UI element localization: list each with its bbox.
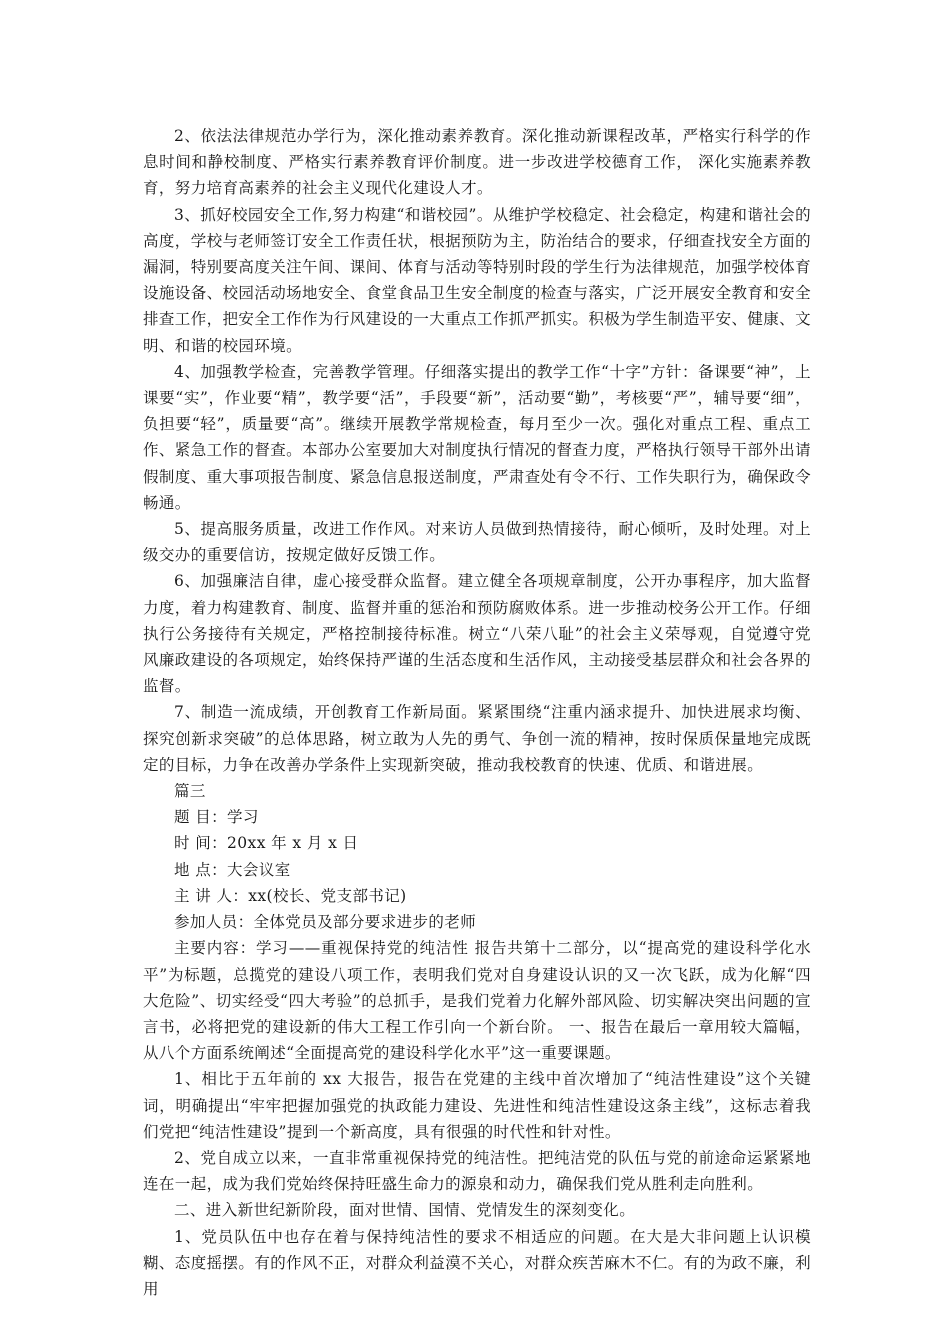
- paragraph-item-4: 4、加强教学检查，完善教学管理。仔细落实提出的教学工作“十字”方针：备课要“神”，上课要“实”，作业要“精”，教学要“活”，手段要“新”，活动要“勤”，考核要“严”，辅导要“细”，负担要“轻”，质量要“高”。继续开展教学常规检查，每月至少一次。强化对重点工程、重点工作、紧急工作的督查。本部办公室要加大对制度执行情况的督查力度，严格执行领导干部外出请假制度、重大事项报告制度、紧急信息报送制度，严肃查处有令不行、工作失职行为，确保政令畅通。: [143, 362, 811, 512]
- meeting-attendees: 参加人员：全体党员及部分要求进步的老师: [174, 913, 477, 932]
- meeting-speaker: 主 讲 人：xx(校长、党支部书记): [174, 886, 407, 905]
- meeting-place: 地 点：大会议室: [174, 860, 291, 879]
- paragraph-item-2: 2、依法法律规范办学行为，深化推动素养教育。深化推动新课程改革，严格实行科学的作息时间和静校制度、严格实行素养教育评价制度。进一步改进学校德育工作， 深化实施素养教育，努力培育高素养的社会主义现代化建设人才。: [143, 127, 811, 198]
- report-point-2: 2、党自成立以来，一直非常重视保持党的纯洁性。把纯洁党的队伍与党的前途命运紧紧地连在一起，成为我们党始终保持旺盛生命力的源泉和动力，确保我们党从胜利走向胜利。: [143, 1148, 811, 1194]
- meeting-topic: 题 目：学习: [174, 808, 259, 827]
- section-two-heading: 二、进入新世纪新阶段，面对世情、国情、党情发生的深刻变化。: [174, 1201, 636, 1220]
- document-page: [143, 123, 811, 1302]
- paragraph-item-3: 3、抓好校园安全工作,努力构建“和谐校园”。从维护学校稳定、社会稳定，构建和谐社会的高度，学校与老师签订安全工作责任状，根据预防为主，防治结合的要求，仔细查找安全方面的漏洞，特别要高度关注午间、课间、体育与活动等特别时段的学生行为法律规范，加强学校体育设施设备、校园活动场地安全、食堂食品卫生安全制度的检查与落实，广泛开展安全教育和安全排查工作，把安全工作作为行风建设的一大重点工作抓严抓实。积极为学生制造平安、健康、文明、和谐的校园环境。: [143, 205, 811, 355]
- section-two-point-1: 1、党员队伍中也存在着与保持纯洁性的要求不相适应的问题。在大是大非问题上认识模糊、态度摇摆。有的作风不正，对群众利益漠不关心，对群众疾苦麻木不仁。有的为政不廉，利用: [143, 1227, 811, 1298]
- report-point-1: 1、相比于五年前的 xx 大报告，报告在党建的主线中首次增加了“纯洁性建设”这个关键词，明确提出“牢牢把握加强党的执政能力建设、先进性和纯洁性建设这条主线”，这标志着我们党把“纯洁性建设”提到一个新高度，具有很强的时代性和针对性。: [143, 1070, 811, 1141]
- paragraph-item-5: 5、提高服务质量，改进工作作风。对来访人员做到热情接待，耐心倾听，及时处理。对上级交办的重要信访，按规定做好反馈工作。: [143, 520, 811, 565]
- main-content-paragraph: 主要内容：学习——重视保持党的纯洁性 报告共第十二部分，以“提高党的建设科学化水平”为标题，总揽党的建设八项工作，表明我们党对自身建设认识的又一次飞跃，成为化解“四大危险”、切实经受“四大考验”的总抓手，是我们党着力化解外部风险、切实解决突出问题的宣言书，必将把党的建设新的伟大工程工作引向一个新台阶。 一、报告在最后一章用较大篇幅，从八个方面系统阐述“全面提高党的建设科学化水平”这一重要课题。: [143, 939, 811, 1063]
- section-heading: 篇三: [174, 782, 206, 801]
- paragraph-item-6: 6、加强廉洁自律，虚心接受群众监督。建立健全各项规章制度，公开办事程序，加大监督力度，着力构建教育、制度、监督并重的惩治和预防腐败体系。进一步推动校务公开工作。仔细执行公务接待有关规定，严格控制接待标准。树立“八荣八耻”的社会主义荣辱观，自觉遵守党风廉政建设的各项规定，始终保持严谨的生活态度和生活作风，主动接受基层群众和社会各界的监督。: [143, 572, 811, 696]
- meeting-time: 时 间：20xx 年 x 月 x 日: [174, 834, 359, 853]
- paragraph-item-7: 7、制造一流成绩，开创教育工作新局面。紧紧围绕“注重内涵求提升、加快进展求均衡、探究创新求突破”的总体思路，树立敢为人先的勇气、争创一流的精神，按时保质保量地完成既定的目标，力争在改善办学条件上实现新突破，推动我校教育的快速、优质、和谐进展。: [143, 703, 811, 774]
